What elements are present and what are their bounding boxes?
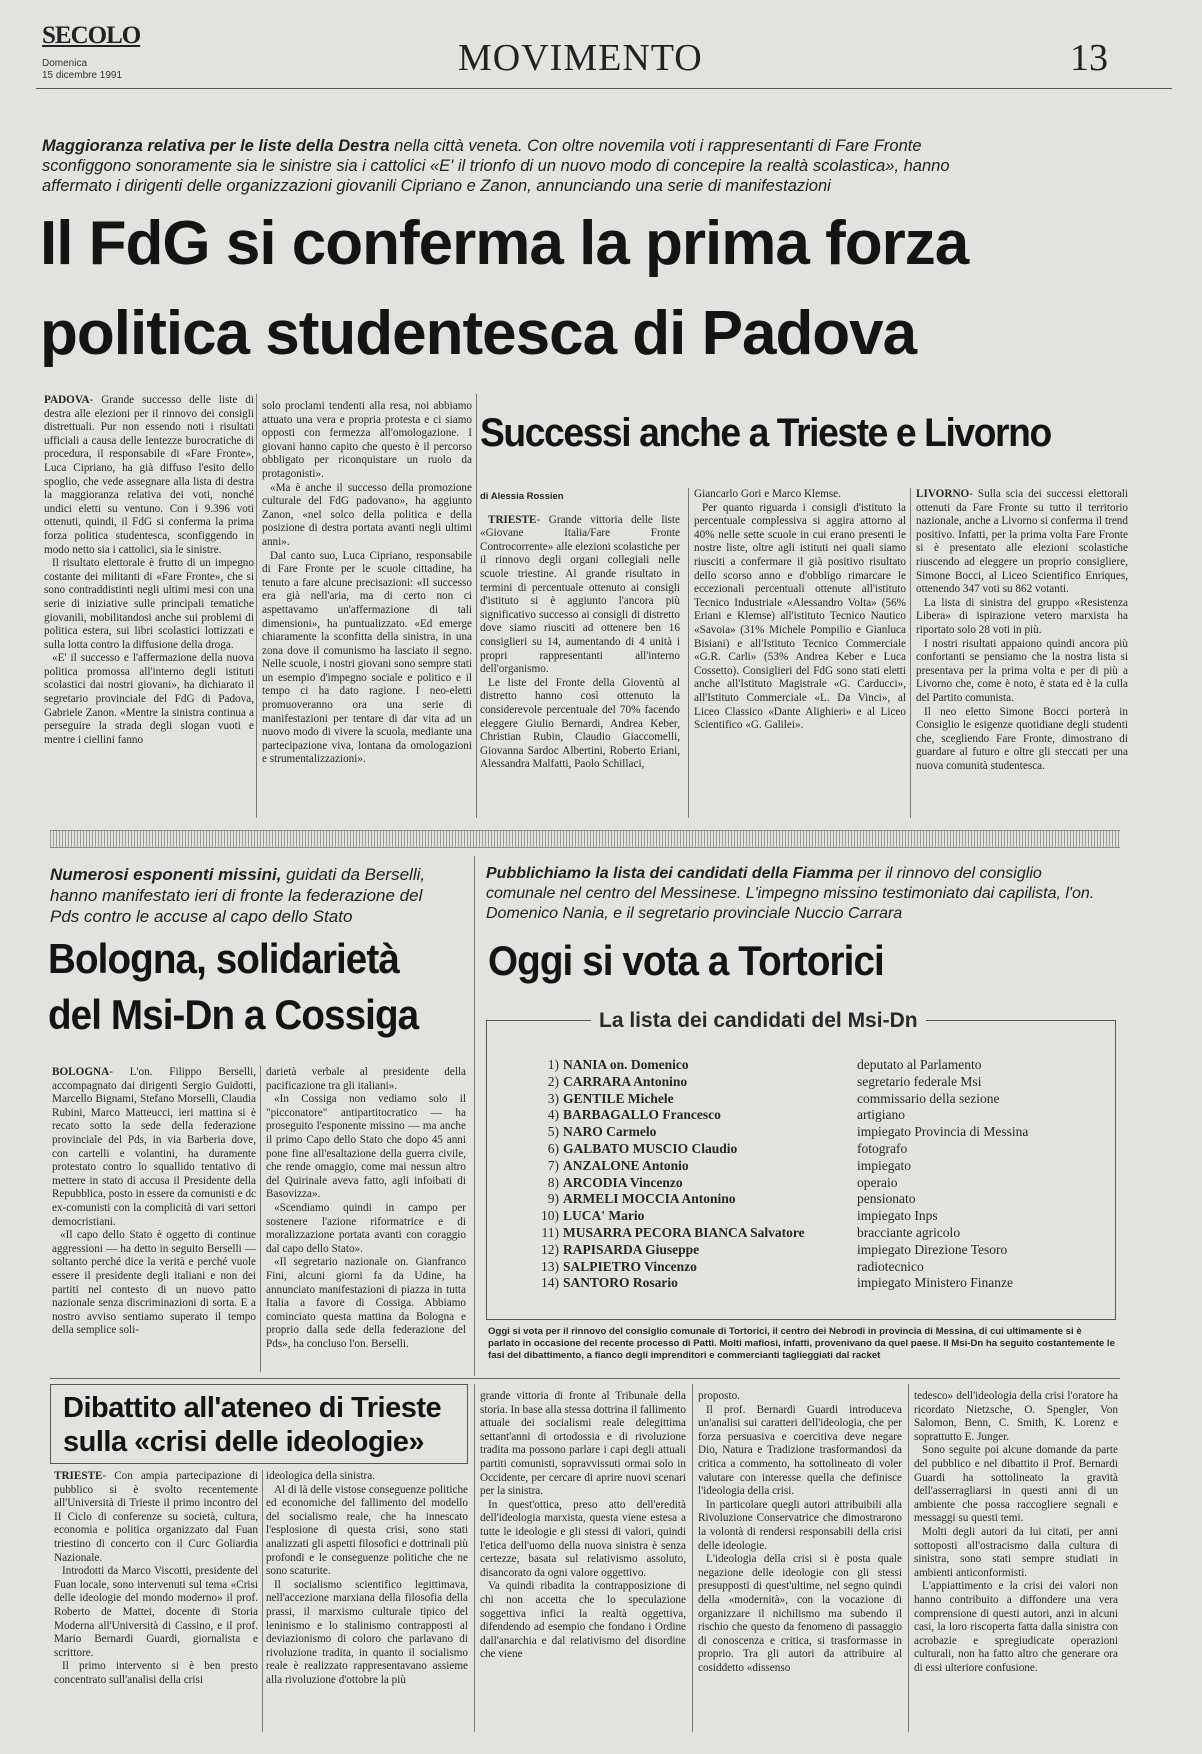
- candidate-row: [529, 1074, 1089, 1091]
- trieste-dateline: TRIESTE: [488, 513, 537, 526]
- candidate-row: [529, 1275, 1089, 1292]
- bologna-headline-2: del Msi-Dn a Cossiga: [48, 991, 419, 1038]
- bologna-text-2: «Il capo dello Stato è oggetto di continue aggressioni — ha detto in seguito Berselli — soltanto perché dice la verità e perché vuole essere il presidente degli italiani e non dei partiti nel contesto di un nuovo patto nazionale senza discriminazioni di sorta. E a nostro avviso sentiamo superato il tempo della semplice soli-: [52, 1229, 256, 1337]
- ateneo-text-1: - Con ampia partecipazione di pubblico si è svolto recentemente all'Università di Trieste il primo incontro del II Ciclo di conferenze su società, cultura, economia e politica organizzato dal Fuan triestino di concerto con il Curc Goliardia Nazionale.: [54, 1470, 258, 1564]
- candidate-number: 1): [547, 1057, 559, 1072]
- candidate-number: 9): [547, 1191, 559, 1207]
- candidate-number: 7): [547, 1157, 559, 1173]
- ateneo-column-5: [914, 1390, 1118, 1732]
- bologna-kicker: [50, 864, 430, 927]
- candidate-name: GALBATO MUSCIO Claudio: [563, 1140, 738, 1156]
- ateneo-text-15: Sono seguite poi alcune domande da parte del pubblico e nel dibattito il Prof. Bernardi Guardi ha sottolineato la gravità dell'asserragliarsi in questi anni di un ambiente che possa raccogliere segnali e messaggi su questi temi.: [914, 1444, 1118, 1525]
- masthead-rule: [36, 88, 1172, 89]
- candidate-number: 3): [547, 1090, 559, 1106]
- candidate-row: [529, 1124, 1089, 1141]
- candidate-role: impiegato Provincia di Messina: [857, 1124, 1029, 1140]
- tortorici-kicker: [486, 864, 1106, 924]
- ateneo-headline-box: [50, 1384, 468, 1464]
- padova-dateline: PADOVA: [44, 394, 90, 406]
- candidate-role: artigiano: [857, 1107, 905, 1123]
- candidate-name: SALPIETRO Vincenzo: [563, 1258, 697, 1274]
- candidate-row: [529, 1158, 1089, 1175]
- candidate-number: 6): [547, 1140, 559, 1156]
- candidate-role: impiegato Direzione Tesoro: [857, 1241, 1008, 1257]
- ateneo-column-3: [480, 1390, 686, 1732]
- candidate-row: [529, 1091, 1089, 1108]
- bologna-text-4: «In Cossiga non vediamo solo il "picconatore" antipartitocratico — ha proseguito l'esponente missino — ma anche il primo Capo dello Stato che dopo 45 anni pone fine all'esaltazione della guerra civile, che rende omaggio, come mai nessun altro del Quirinale aveva fatto, agli infoibati di Basovizza».: [266, 1093, 466, 1201]
- ateneo-rule-3: [692, 1384, 693, 1732]
- bologna-kicker-lead: Numerosi esponenti missini,: [50, 865, 282, 884]
- trieste-byline: di Alessia Rossien: [480, 491, 564, 502]
- ateneo-text-5: Al di là delle vistose conseguenze politiche ed economiche del fallimento del modello del socialismo reale, che ha innescato l'esplosione di questa crisi, sono stati analizzati gli aspetti filosofici e dottrinali più profondi e le conseguenze politiche che ne sono scaturite.: [266, 1483, 468, 1578]
- candidate-role: commissario della sezione: [857, 1090, 1000, 1106]
- livorno-column: [916, 488, 1128, 818]
- candidate-role: impiegato: [857, 1157, 911, 1173]
- candidate-row: [529, 1107, 1089, 1124]
- candidate-number: 11): [541, 1224, 559, 1240]
- padova-kicker-text: nella città veneta. Con oltre novemila voti i rappresentanti di Fare Fronte sconfiggono sonoramente sia le sinistre sia i cattolici «E' il trionfo di un nuovo modo di concepire la realtà scolastica», hanno affermato i dirigenti delle organizzazioni giovanili Cipriano e Zanon, annunciando una serie di manifestazioni: [42, 137, 950, 195]
- bologna-text-5: «Scendiamo quindi in campo per sostenere l'azione riformatrice e di moralizzazione portata avanti con coraggio dal capo dello Stato».: [266, 1201, 466, 1255]
- bologna-tortorici-rule: [474, 856, 475, 1376]
- ateneo-headline-1: Dibattito all'ateneo di Trieste: [63, 1392, 442, 1424]
- ateneo-text-2: Introdotti da Marco Viscotti, presidente del Fuan locale, sono intervenuti sul tema «Crisi delle ideologie del mondo moderno» il prof. Roberto de Mattei, docente di Storia Moderna all'Università di Cassino, e il prof. Mario Bernardi Guardi, giornalista e scrittore.: [54, 1565, 258, 1659]
- candidate-role: impiegato Inps: [857, 1208, 938, 1224]
- bologna-kicker-text: guidati da Berselli, hanno manifestato ieri di fronte la federazione del Pds contro le accuse al capo dello Stato: [50, 865, 426, 926]
- trieste-column-1: [480, 490, 680, 820]
- bologna-column-2: [266, 1066, 466, 1372]
- page-number: 13: [1070, 37, 1108, 79]
- candidate-name: GENTILE Michele: [563, 1090, 674, 1106]
- ateneo-text-6: Il socialismo scientifico legittimava, nell'accezione marxiana della filosofia della prassi, il marxismo culturale tipico del leninismo e lo stalinismo contrapposti al deviazionismo di coloro che parlavano di rivoluzione tradita, in quanto il socialismo reale è realizzato rappresentavano assieme alla rivoluzione d'ottobre la più: [266, 1578, 468, 1686]
- ateneo-text-4: ideologica della sinistra.: [266, 1470, 376, 1482]
- tortorici-kicker-text: per il rinnovo del consiglio comunale nel centro del Messinese. L'impegno missino testimoniato dai capilista, l'on. Domenico Nania, e il segretario provinciale Nuccio Carrara: [486, 865, 1095, 922]
- ateneo-column-4: [698, 1390, 902, 1732]
- candidate-name: MUSARRA PECORA BIANCA Salvatore: [563, 1224, 805, 1240]
- candidate-row: [529, 1057, 1089, 1074]
- candidate-role: pensionato: [857, 1191, 916, 1207]
- candidate-number: 13): [541, 1258, 559, 1274]
- tortorici-headline: Oggi si vota a Tortorici: [488, 937, 884, 984]
- padova-column-1: [44, 394, 254, 818]
- candidate-role: fotografo: [857, 1140, 908, 1156]
- ateneo-rule-4: [908, 1384, 909, 1732]
- trieste-text-1: - Grande vittoria delle liste «Giovane Italia/Fare Fronte Controcorrente» alle elezioni scolastiche per il rinnovo degli organi collegiali nelle scuole triestine. Al grande risultato in termini di percentuale ottenuto ai consigli d'istituto si è aggiunto l'ancora più significativo successo ai consigli di distretto dove siamo riusciti ad ottenere ben 16 consiglieri su 14, aumentando di 4 unità i propri rappresentanti all'interno dell'organismo.: [480, 513, 680, 676]
- trieste-column-rule-1: [688, 488, 689, 818]
- padova-headline-2: politica studentesca di Padova: [40, 299, 917, 368]
- padova-text-1: - Grande successo delle liste di destra alle elezioni per il rinnovo dei consigli distrettuali. Pur non essendo noti i risultati ufficiali a causa delle lentezze burocratiche di procedura, il responsabile di «Fare Fronte», Luca Cipriano, ha già diffuso l'esito dello spoglio, che vede assegnare alla lista di destra la maggioranza relativa dei voti, nonché undici eletti su ventuno. Con i 9.396 voti ottenuti, quindi, il FdG si conferma la prima forza politica studentesca, sconfiggendo in modo netto sia i cattolici, sia le sinistre.: [44, 394, 254, 556]
- ateneo-text-16: Molti degli autori da lui citati, per anni sottoposti all'ostracismo dalla cultura di sinistra, sono stati sempre studiati in ambienti anticonformisti.: [914, 1525, 1118, 1579]
- candidate-row: [529, 1208, 1089, 1225]
- candidate-role: bracciante agricolo: [857, 1224, 961, 1240]
- ateneo-text-9: Va quindi ribadita la contrapposizione di chi non accetta che lo speculazione soggettiva infici la realtà oggettiva, difendendo ad esempio che fondano i Ordine dall'anarchia e dal relativismo del disordine che viene: [480, 1580, 686, 1661]
- ateneo-text-14: tedesco» dell'ideologia della crisi l'oratore ha ricordato Nietzsche, O. Spengler, Von Salomon, Benn, C. Smith, K. Lorenz e soprattutto E. Junger.: [914, 1390, 1118, 1443]
- padova-column-rule: [256, 394, 257, 818]
- livorno-text-2: La lista di sinistra del gruppo «Resistenza Libera» di ispirazione vetero marxista ha riportato solo 28 voti in più.: [916, 596, 1128, 636]
- ateneo-text-10: proposto.: [698, 1390, 740, 1402]
- masthead: [0, 0, 1202, 90]
- padova-kicker: [42, 136, 982, 196]
- padova-text-5: «Ma è anche il successo della promozione culturale del FdG padovano», ha aggiunto Zanon, «nel solco della politica e della posizione di destra portata avanti negli ultimi anni».: [262, 481, 472, 548]
- candidate-name: BARBAGALLO Francesco: [563, 1107, 721, 1123]
- livorno-text-1: - Sulla scia dei successi elettorali ottenuti da Fare Fronte su tutto il territorio nazionale, anche a Livorno si conferma il trend positivo. Infatti, per la prima volta Fare Fronte si è presentato alle elezioni scolastiche riuscendo ad eleggere un proprio consigliere, Simone Bocci, al Liceo Scientifico Enriques, ottenendo 347 voti su 862 votanti.: [916, 488, 1128, 596]
- candidate-name: ANZALONE Antonio: [563, 1157, 689, 1173]
- bologna-headline-1: Bologna, solidarietà: [48, 935, 399, 982]
- candidate-name: ARCODIA Vincenzo: [563, 1174, 683, 1190]
- candidate-number: 4): [547, 1107, 559, 1123]
- candidate-name: NANIA on. Domenico: [563, 1057, 689, 1072]
- candidate-row: [529, 1141, 1089, 1158]
- ateneo-text-3: Il primo intervento si è ben presto concentrato sull'analisi della crisi: [54, 1660, 258, 1686]
- livorno-text-4: Il neo eletto Simone Bocci porterà in Consiglio le esigenze quotidiane degli studenti che, scegliendo Fare Fronte, dimostrano di guardare al futuro e oltre gli steccati per una nuova comunità studentesca.: [916, 705, 1128, 772]
- trieste-headline: Successi anche a Trieste e Livorno: [480, 411, 1051, 455]
- trieste-text-4: Per quanto riguarda i consigli d'istituto la percentuale complessiva si aggira attorno al 40% nelle sette scuole in cui erano presenti le nostre liste, oltre agli istituti nei quali siamo riusciti a confermare il già positivo risultato dello scorso anno e d'obbligo rimarcare le eccezionali percentuali ottenute all'istituto Tecnico Industriale «Alessandro Volta» (56% Eriani e Klemse) all'istituto Tecnico Nautico «Savoia» (31% Michele Pompilio e Gianluca Bisiani) e all'Istituto Tecnico Commerciale «G.R. Carli» (53% Andrea Keber e Luca Cossetto). Consiglieri del FdG sono stati eletti anche all'Istituto Magistrale «G. Carducci», all'Istituto Commerciale «L. Da Vinci», al Liceo Classico «Dante Alighieri» e al Liceo Scientifico «G. Galilei».: [694, 501, 906, 732]
- ateneo-dateline: TRIESTE: [54, 1470, 103, 1482]
- padova-trieste-rule: [476, 394, 477, 818]
- padova-kicker-lead: Maggioranza relativa per le liste della Destra: [42, 137, 390, 155]
- candidate-row: [529, 1242, 1089, 1259]
- candidates-list: [529, 1057, 1089, 1292]
- trieste-column-2: [694, 488, 906, 818]
- candidate-role: operaio: [857, 1174, 898, 1190]
- ateneo-text-13: L'ideologia della crisi si è posta quale negazione delle ideologie con gli stessi presupposti di quest'ultime, nel segno quindi della «modernità», con la vocazione di organizzare il nichilismo ma subendo il rischio che questo da fenomeno di passaggio di conoscenza e critica, si trasformasse in proprio. Tra gli autori da attribuire al cosiddetto «dissenso: [698, 1553, 902, 1674]
- candidate-role: segretario federale Msi: [857, 1073, 982, 1089]
- candidate-number: 10): [541, 1208, 559, 1224]
- candidate-number: 5): [547, 1124, 559, 1140]
- ateneo-headline-2: sulla «crisi delle ideologie»: [63, 1426, 425, 1458]
- ateneo-text-7: grande vittoria di fronte al Tribunale della storia. In base alla stessa dottrina il fallimento attuale dei socialismi reale delegittima settant'anni di ortodossia e di rivoluzione tradita ma possono parlare i capi degli attuali partiti comunisti, sopravvissuti ormai solo in Occidente, per cercare di aprire nuovi scenari per la sinistra.: [480, 1390, 686, 1498]
- candidate-number: 12): [541, 1241, 559, 1257]
- candidate-role: radiotecnico: [857, 1258, 924, 1274]
- tortorici-kicker-lead: Pubblichiamo la lista dei candidati della Fiamma: [486, 865, 854, 882]
- ateneo-rule-2: [474, 1384, 475, 1732]
- candidate-name: SANTORO Rosario: [563, 1275, 678, 1291]
- candidate-number: 14): [541, 1275, 559, 1291]
- candidate-row: [529, 1225, 1089, 1242]
- ateneo-column-2: [266, 1470, 468, 1732]
- padova-text-3: «E' il successo e l'affermazione della nuova politica promossa all'interno degli istituti scolastici dai nostri giovani», ha dichiarato il segretario provinciale del FdG di Padova, Gabriele Zanon. «Mentre la sinistra continua a perseguire la strada degli slogan vuoti e mentre i ciellini fanno: [44, 652, 254, 746]
- candidate-row: [529, 1259, 1089, 1276]
- padova-headline-1: Il FdG si conferma la prima forza: [40, 209, 969, 278]
- candidate-name: RAPISARDA Giuseppe: [563, 1241, 700, 1257]
- trieste-text-3: Giancarlo Gori e Marco Klemse.: [694, 488, 841, 500]
- tortorici-caption: Oggi si vota per il rinnovo del consiglio comunale di Tortorici, il centro dei Nebrodi in provincia di Messina, di cui ultimamente si è parlato in occasione del recente processo di Patti. Molti mafiosi, infatti, provenivano da quel paese. Il Msi-Dn ha seguito costantemente le fasi del dibattimento, a fianco degli imprenditori e commercianti taglieggiati dal racket: [488, 1326, 1115, 1361]
- section-separator: [50, 830, 1120, 848]
- candidate-number: 2): [547, 1073, 559, 1089]
- ateneo-column-1: [54, 1470, 258, 1732]
- candidate-name: ARMELI MOCCIA Antonino: [563, 1191, 736, 1207]
- candidate-row: [529, 1191, 1089, 1208]
- trieste-column-rule-2: [910, 488, 911, 818]
- ateneo-text-12: In particolare quegli autori attribuibili alla Rivoluzione Conservatrice che dimostrarono la volontà di rendersi responsabili della crisi delle ideologie.: [698, 1498, 902, 1552]
- candidate-row: [529, 1175, 1089, 1192]
- ateneo-text-11: Il prof. Bernardi Guardi introduceva un'analisi sui caratteri dell'ideologia, che per forza persuasiva e coercitiva deve negare Dio, Natura e Tradizione trasformandosi da critica a commento, ha sottolineato di voler valutare con interesse quella che definisce l'ideologia della crisi.: [698, 1403, 902, 1498]
- bologna-dateline: BOLOGNA: [52, 1066, 110, 1078]
- padova-column-2: [262, 400, 472, 818]
- candidate-role: deputato al Parlamento: [857, 1057, 982, 1072]
- trieste-text-2: Le liste del Fronte della Gioventù al distretto hanno così ottenuto la considerevole percentuale del 70% facendo eleggere Giulio Bernardi, Andrea Keber, Christian Rubin, Claudio Giaccomelli, Giovanna Sardoc Albertini, Roberto Eriani, Alessandra Malfatti, Paolo Schillaci,: [480, 676, 680, 771]
- candidate-role: impiegato Ministero Finanze: [857, 1275, 1013, 1291]
- candidate-name: CARRARA Antonino: [563, 1073, 688, 1089]
- bologna-column-1: [52, 1066, 256, 1372]
- candidates-box-title: La lista dei candidati del Msi-Dn: [591, 1009, 926, 1033]
- lower-separator: [50, 1378, 1120, 1379]
- candidate-name: LUCA' Mario: [563, 1208, 645, 1224]
- ateneo-text-8: In quest'ottica, preso atto dell'eredità dell'ideologia marxista, questa viene estesa a tutte le ideologie e gli stessi di valori, quindi l'etica dell'uomo della nuova sinistra è senza certezze, basata sul relativismo assoluto, disancorato da ogni valore oggettivo.: [480, 1498, 686, 1579]
- ateneo-text-17: L'appiattimento e la crisi dei valori non hanno contribuito a diffondere una vera comprensione di questi autori, anzi in alcuni casi, la loro riscoperta fatta dalla sinistra con acrobazie e spregiudicate operazioni culturali, non ha fatto altro che generare ora di essi ulteriore confusione.: [914, 1580, 1118, 1674]
- padova-text-4: solo proclami tendenti alla resa, noi abbiamo attuato una vera e propria protesta e ci siamo opposti con fermezza all'omologazione. I giovani hanno capito che questo è il percorso obbligato per riconquistare un ruolo da protagonisti».: [262, 400, 472, 480]
- padova-text-2: Il risultato elettorale è frutto di un impegno costante dei militanti di «Fare Fronte», che si sono contraddistinti negli ultimi mesi con una serie di iniziative sulle principali tematiche giovanili, mobilitandosi anche sui problemi di politica estera, sui libri scolastici lottizzati e sulla lotta contro la diffusione della droga.: [44, 557, 254, 651]
- padova-text-6: Dal canto suo, Luca Cipriano, responsabile di Fare Fronte per le scuole cittadine, ha tenuto a fare alcune precisazioni: «Il successo era già nell'aria, ma di certo non ci aspettavamo un'affermazione di tali dimensioni», ha puntualizzato. «Ed emerge chiaramente la sconfitta della sinistra, in una zona dove il comunismo ha lasciato il segno. Nelle scuole, i nostri giovani sono sempre stati un esempio d'impegno sociale e politico e il tempo ci ha dato ragione. I neo-eletti promuoveranno ora una serie di manifestazioni per tentare di dar vita ad un nuovo modo di vivere la scuola, mediante una partecipazione viva, lontana da omologazioni e strumentalizzazioni».: [262, 549, 472, 766]
- livorno-dateline: LIVORNO: [916, 488, 970, 500]
- livorno-text-3: I nostri risultati appaiono quindi ancora più confortanti se pensiamo che la nostra lista si presentava per la prima volta e per di più a Livorno che, come è noto, è stata ed è la culla del Partito comunista.: [916, 637, 1128, 704]
- bologna-text-3: darietà verbale al presidente della pacificazione tra gli italiani».: [266, 1066, 466, 1092]
- issue-day: Domenica: [42, 58, 88, 69]
- paper-logo: SECOLO: [42, 22, 141, 49]
- issue-date: 15 dicembre 1991: [42, 70, 123, 81]
- bologna-text-6: «Il segretario nazionale on. Gianfranco Fini, alcuni giorni fa da Udine, ha annunciato manifestazioni di piazza in tutta Italia a favore di Cossiga. Abbiamo cominciato questa mattina da Bologna e proprio dalla sede della federazione del Pds», ha concluso l'on. Berselli.: [266, 1256, 466, 1350]
- candidate-number: 8): [547, 1174, 559, 1190]
- bologna-text-1: - L'on. Filippo Berselli, accompagnato dai dirigenti Sergio Guidotti, Marcello Bignami, Stefano Morselli, Claudia Rubini, Marco Matteucci, ieri mattina si è recato sotto la sede della federazione provinciale del Pds, in via Barberia dove, con cartelli e volantini, ha duramente protestato contro lo squallido tentativo di mettere in stato di accusa il Presidente della Repubblica, posto in essere da comunisti e dc ex-comunisti con la complicità di vari settori democristiani.: [52, 1066, 256, 1228]
- ateneo-rule-1: [262, 1470, 263, 1732]
- bologna-column-rule: [260, 1066, 261, 1372]
- candidate-name: NARO Carmelo: [563, 1124, 657, 1140]
- section-title: MOVIMENTO: [458, 37, 703, 79]
- candidates-box: [486, 1009, 1116, 1320]
